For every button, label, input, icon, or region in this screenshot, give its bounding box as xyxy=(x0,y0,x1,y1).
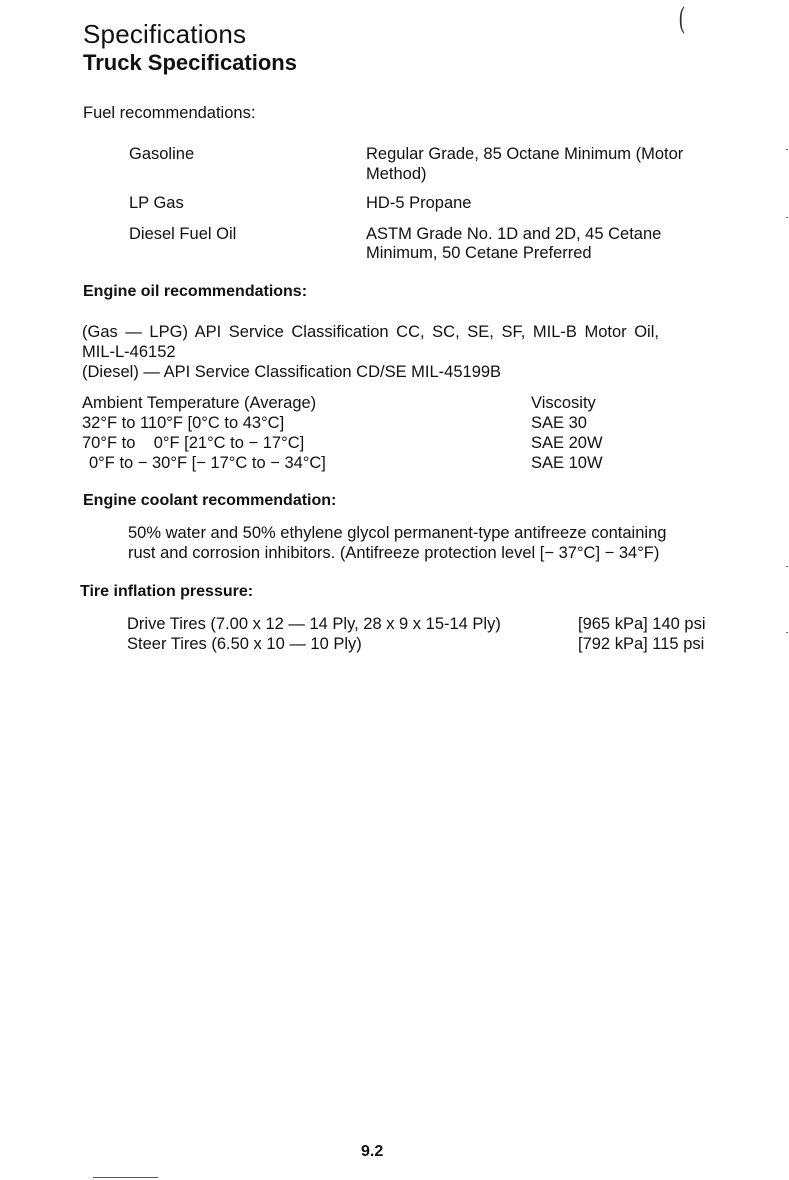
fuel-value: HD-5 Propane xyxy=(366,194,472,212)
page-number: 9.2 xyxy=(361,1143,384,1160)
viscosity-column-header: Viscosity xyxy=(531,394,596,412)
scan-speck xyxy=(786,632,788,633)
fuel-value: Minimum, 50 Cetane Preferred xyxy=(366,244,592,262)
section-title: Specifications xyxy=(83,19,247,49)
coolant-heading: Engine coolant recommendation: xyxy=(83,492,337,509)
oil-temp-range: 0°F to − 30°F [− 17°C to − 34°C] xyxy=(89,454,326,472)
coolant-text: rust and corrosion inhibitors. (Antifreeze protection level [− 37°C] − 34°F) xyxy=(128,544,660,562)
scan-speck xyxy=(786,217,788,218)
oil-gas-line: MIL-L-46152 xyxy=(82,343,176,361)
fuel-heading: Fuel recommendations: xyxy=(83,104,256,122)
page-subtitle: Truck Specifications xyxy=(83,50,297,75)
tire-pressure: [792 kPa] 115 psi xyxy=(578,635,705,653)
fuel-label: Gasoline xyxy=(129,145,195,163)
oil-viscosity: SAE 20W xyxy=(531,434,603,452)
oil-temp-range: 32°F to 110°F [0°C to 43°C] xyxy=(82,414,285,432)
tire-label: Drive Tires (7.00 x 12 — 14 Ply, 28 x 9 x 15-14 Ply) xyxy=(127,615,501,633)
fuel-value: ASTM Grade No. 1D and 2D, 45 Cetane xyxy=(366,225,662,243)
oil-temp-range: 70°F to 0°F [21°C to − 17°C] xyxy=(82,434,305,452)
footer-rule xyxy=(93,1177,158,1178)
scan-speck xyxy=(786,149,788,150)
fuel-label: LP Gas xyxy=(129,194,184,212)
oil-gas-line: (Gas — LPG) API Service Classification CC, SC, SE, SF, MIL-B Motor Oil, xyxy=(82,323,659,341)
tire-pressure: [965 kPa] 140 psi xyxy=(578,615,706,633)
tire-label: Steer Tires (6.50 x 10 — 10 Ply) xyxy=(127,635,362,653)
oil-viscosity: SAE 30 xyxy=(531,414,587,432)
temp-column-header: Ambient Temperature (Average) xyxy=(82,394,317,412)
fuel-label: Diesel Fuel Oil xyxy=(129,225,237,243)
coolant-text: 50% water and 50% ethylene glycol permanent-type antifreeze containing xyxy=(128,524,667,542)
oil-diesel-line: (Diesel) — API Service Classification CD/SE MIL-45199B xyxy=(82,363,502,381)
fuel-value: Regular Grade, 85 Octane Minimum (Motor xyxy=(366,145,684,163)
tire-heading: Tire inflation pressure: xyxy=(80,583,254,600)
scan-speck xyxy=(786,566,788,567)
fuel-value: Method) xyxy=(366,165,427,183)
engine-oil-heading: Engine oil recommendations: xyxy=(83,283,308,300)
oil-viscosity: SAE 10W xyxy=(531,454,603,472)
margin-mark: ( xyxy=(678,2,686,37)
